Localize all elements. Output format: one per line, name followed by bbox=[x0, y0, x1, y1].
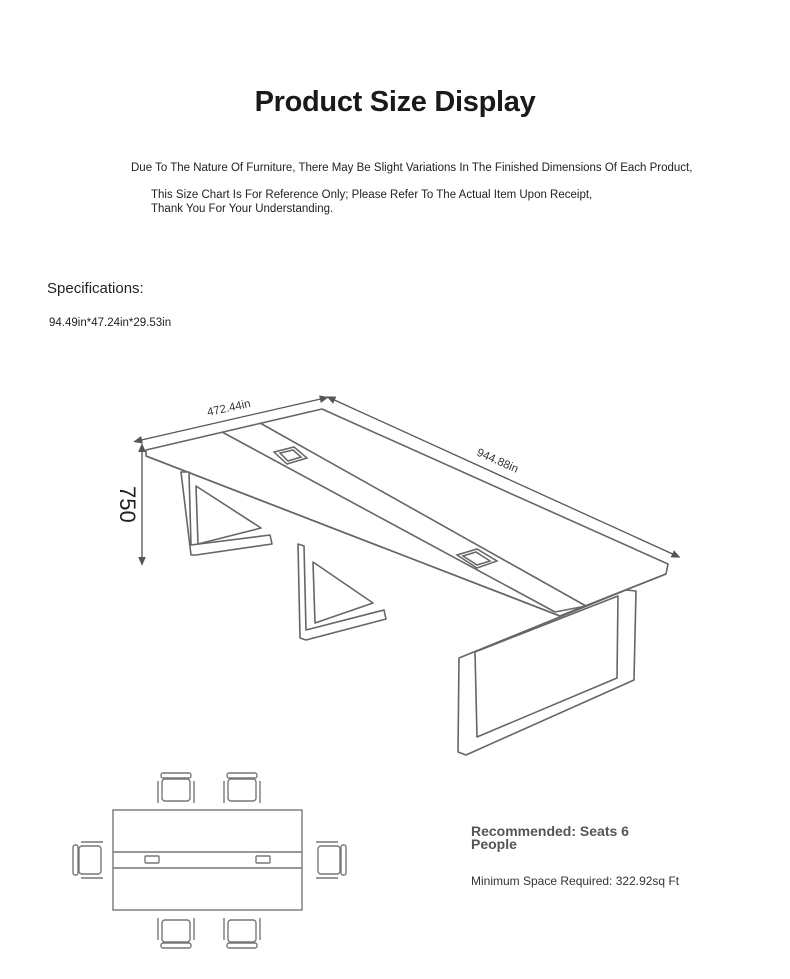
chair-top-left bbox=[158, 773, 194, 803]
height-dimension-label: 750 bbox=[115, 486, 140, 523]
plan-grommet-2 bbox=[256, 856, 270, 863]
notice-line-2: This Size Chart Is For Reference Only; Please Refer To The Actual Item Upon Receipt, bbox=[151, 189, 593, 201]
length-dimension-label: 944.88in bbox=[474, 446, 520, 476]
specifications-dimensions: 94.49in*47.24in*29.53in bbox=[49, 317, 172, 329]
table-leg-right bbox=[458, 590, 636, 755]
plan-tabletop bbox=[113, 810, 302, 910]
page-title: Product Size Display bbox=[254, 86, 536, 118]
chair-left bbox=[73, 842, 103, 878]
recommended-seats: Recommended: Seats 6 People bbox=[471, 823, 629, 852]
notice-line-3: Thank You For Your Understanding. bbox=[151, 203, 334, 215]
notice-line-1: Due To The Nature Of Furniture, There May Be Slight Variations In The Finished Dimensions Of Each Product, bbox=[131, 162, 693, 174]
specifications-label: Specifications: bbox=[47, 280, 144, 297]
minimum-space: Minimum Space Required: 322.92sq Ft bbox=[471, 874, 680, 888]
width-dimension-label: 472.44in bbox=[206, 398, 252, 419]
plan-view bbox=[113, 810, 302, 910]
plan-grommet-1 bbox=[145, 856, 159, 863]
table-leg-middle bbox=[298, 544, 386, 640]
chair-bottom-right bbox=[224, 918, 260, 948]
chair-top-right bbox=[224, 773, 260, 803]
chair-bottom-left bbox=[158, 918, 194, 948]
chair-right bbox=[316, 842, 346, 878]
